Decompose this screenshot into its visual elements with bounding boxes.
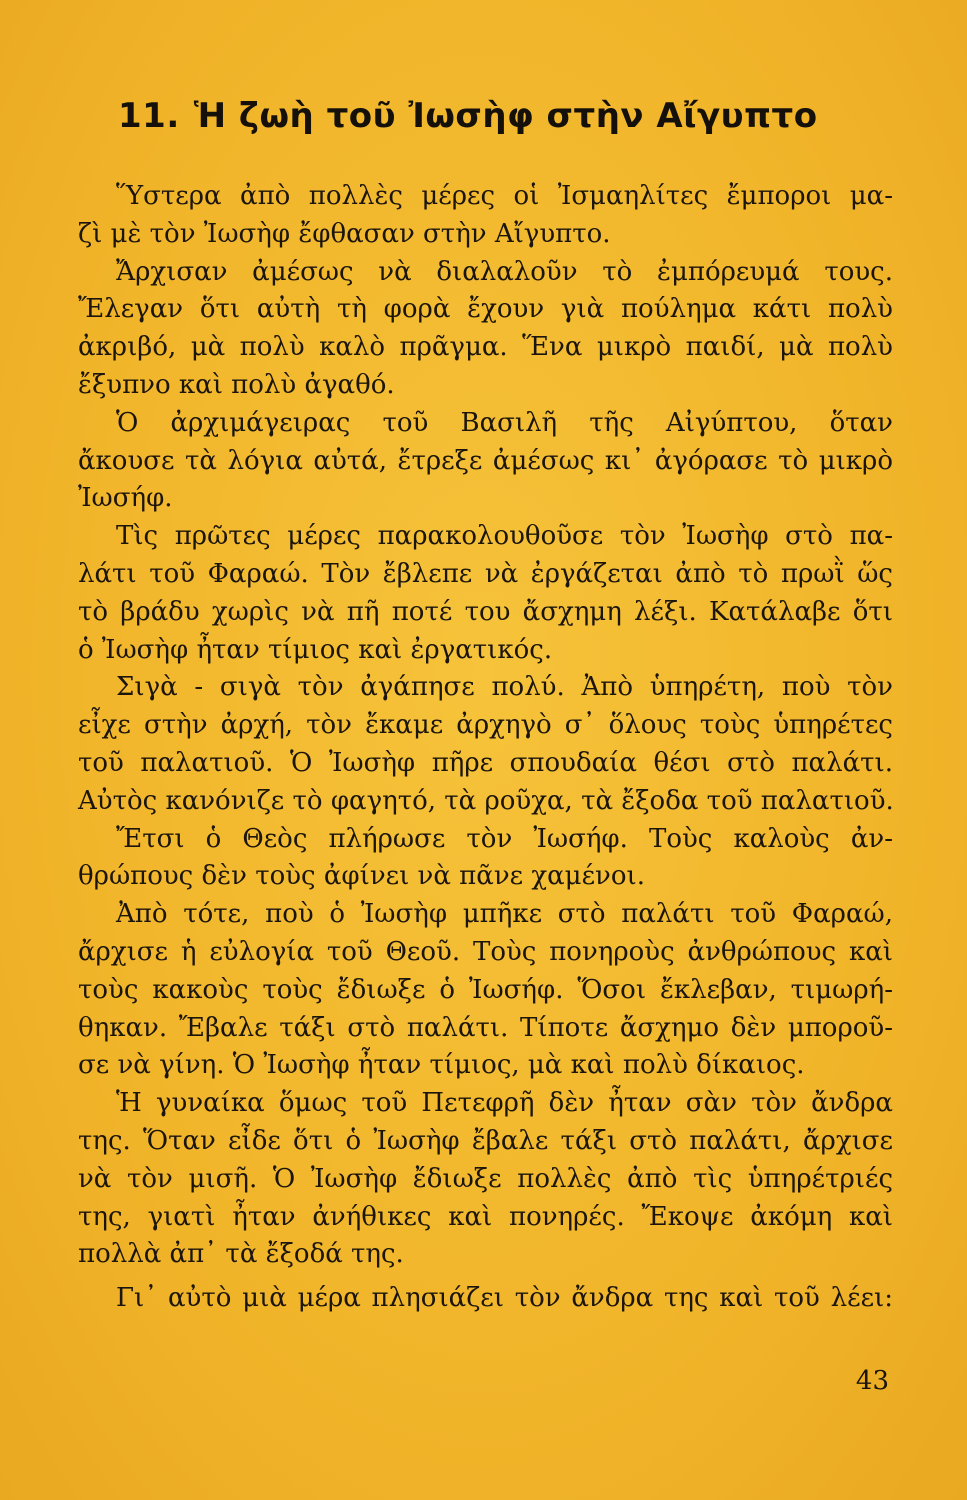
text-line: της. Ὅταν εἶδε ὅτι ὁ Ἰωσὴφ ἔβαλε τάξι στὸ παλάτι, ἄρχισε [78,1125,893,1156]
chapter-number: 11. [118,96,180,136]
text-line: θηκαν. Ἔβαλε τάξι στὸ παλάτι. Τίποτε ἄσχημο δὲν μποροῦ- [78,1012,893,1043]
text-line: τοῦ παλατιοῦ. Ὁ Ἰωσὴφ πῆρε σπουδαία θέσι στὸ παλάτι. [78,747,893,778]
text-line: Ὕστερα ἀπὸ πολλὲς μέρες οἱ Ἰσμαηλίτες ἔμποροι μα- [116,181,893,211]
text-line: τοὺς κακοὺς τοὺς ἔδιωξε ὁ Ἰωσήφ. Ὅσοι ἔκλεβαν, τιμωρή- [78,974,893,1005]
text-line: ἄκουσε τὰ λόγια αὐτά, ἔτρεξε ἀμέσως κι᾽ ἀγόρασε τὸ μικρὸ [78,445,893,476]
text-line: Ἄρχισαν ἀμέσως νὰ διαλαλοῦν τὸ ἐμπόρευμά τους. [116,256,893,287]
text-line: εἶχε στὴν ἀρχή, τὸν ἔκαμε ἀρχηγὸ σ᾽ ὅλους τοὺς ὑπηρέτες [78,710,893,741]
text-line: ὁ Ἰωσὴφ ἦταν τίμιος καὶ ἐργατικός. [78,634,553,665]
text-line: σε νὰ γίνη. Ὁ Ἰωσὴφ ἦταν τίμιος, μὰ καὶ πολὺ δίκαιος. [78,1050,805,1081]
text-line: πολλὰ ἀπ᾽ τὰ ἔξοδά της. [78,1239,404,1270]
page-number: 43 [855,1366,889,1396]
text-line: ἔξυπνο καὶ πολὺ ἀγαθό. [78,369,395,400]
text-line: Ἀπὸ τότε, ποὺ ὁ Ἰωσὴφ μπῆκε στὸ παλάτι τοῦ Φαραώ, [116,899,893,930]
text-line: Σιγὰ - σιγὰ τὸν ἀγάπησε πολύ. Ἀπὸ ὑπηρέτη, ποὺ τὸν [116,672,893,703]
chapter-title: Ἡ ζωὴ τοῦ Ἰωσὴφ στὴν Αἴγυπτο [193,96,818,136]
chapter-body [78,178,893,1318]
text-line: ἄρχισε ἡ εὐλογία τοῦ Θεοῦ. Τοὺς πονηροὺς ἀνθρώπους καὶ [78,936,893,967]
text-line: λάτι τοῦ Φαραώ. Τὸν ἔβλεπε νὰ ἐργάζεται ἀπὸ τὸ πρωῒ ὥς [78,558,893,589]
text-line: θρώπους δὲν τοὺς ἀφίνει νὰ πᾶνε χαμένοι. [78,861,645,892]
text-line: Ἡ γυναίκα ὅμως τοῦ Πετεφρῆ δὲν ἦταν σὰν τὸν ἄνδρα [116,1088,893,1119]
text-line: Ἰωσήφ. [78,483,173,514]
text-line: Ἔλεγαν ὅτι αὐτὴ τὴ φορὰ ἔχουν γιὰ πούλημα κάτι πολὺ [78,294,893,325]
text-line: Αὐτὸς κανόνιζε τὸ φαγητό, τὰ ροῦχα, τὰ ἔξοδα τοῦ παλατιοῦ. [78,785,894,816]
chapter-heading [118,96,878,136]
text-line: Ὁ ἀρχιμάγειρας τοῦ Βασιλῆ τῆς Αἰγύπτου, ὅταν [116,407,893,438]
text-line: Γι᾽ αὐτὸ μιὰ μέρα πλησιάζει τὸν ἄνδρα της καὶ τοῦ λέει: [116,1283,893,1314]
text-line: Ἔτσι ὁ Θεὸς πλήρωσε τὸν Ἰωσήφ. Τοὺς καλοὺς ἀν- [116,823,893,854]
text-line: ζὶ μὲ τὸν Ἰωσὴφ ἔφθασαν στὴν Αἴγυπτο. [78,218,611,249]
text-line: τὸ βράδυ χωρὶς νὰ πῆ ποτέ του ἄσχημη λέξι. Κατάλαβε ὅτι [78,596,893,627]
text-line: ἀκριβό, μὰ πολὺ καλὸ πρᾶγμα. Ἕνα μικρὸ παιδί, μὰ πολὺ [78,332,893,363]
text-line: νὰ τὸν μισῆ. Ὁ Ἰωσὴφ ἔδιωξε πολλὲς ἀπὸ τὶς ὑπηρέτριές [78,1163,893,1194]
text-line: Τὶς πρῶτες μέρες παρακολουθοῦσε τὸν Ἰωσὴφ στὸ πα- [116,521,893,552]
text-line: της, γιατὶ ἦταν ἀνήθικες καὶ πονηρές. Ἔκοψε ἀκόμη καὶ [78,1201,893,1232]
